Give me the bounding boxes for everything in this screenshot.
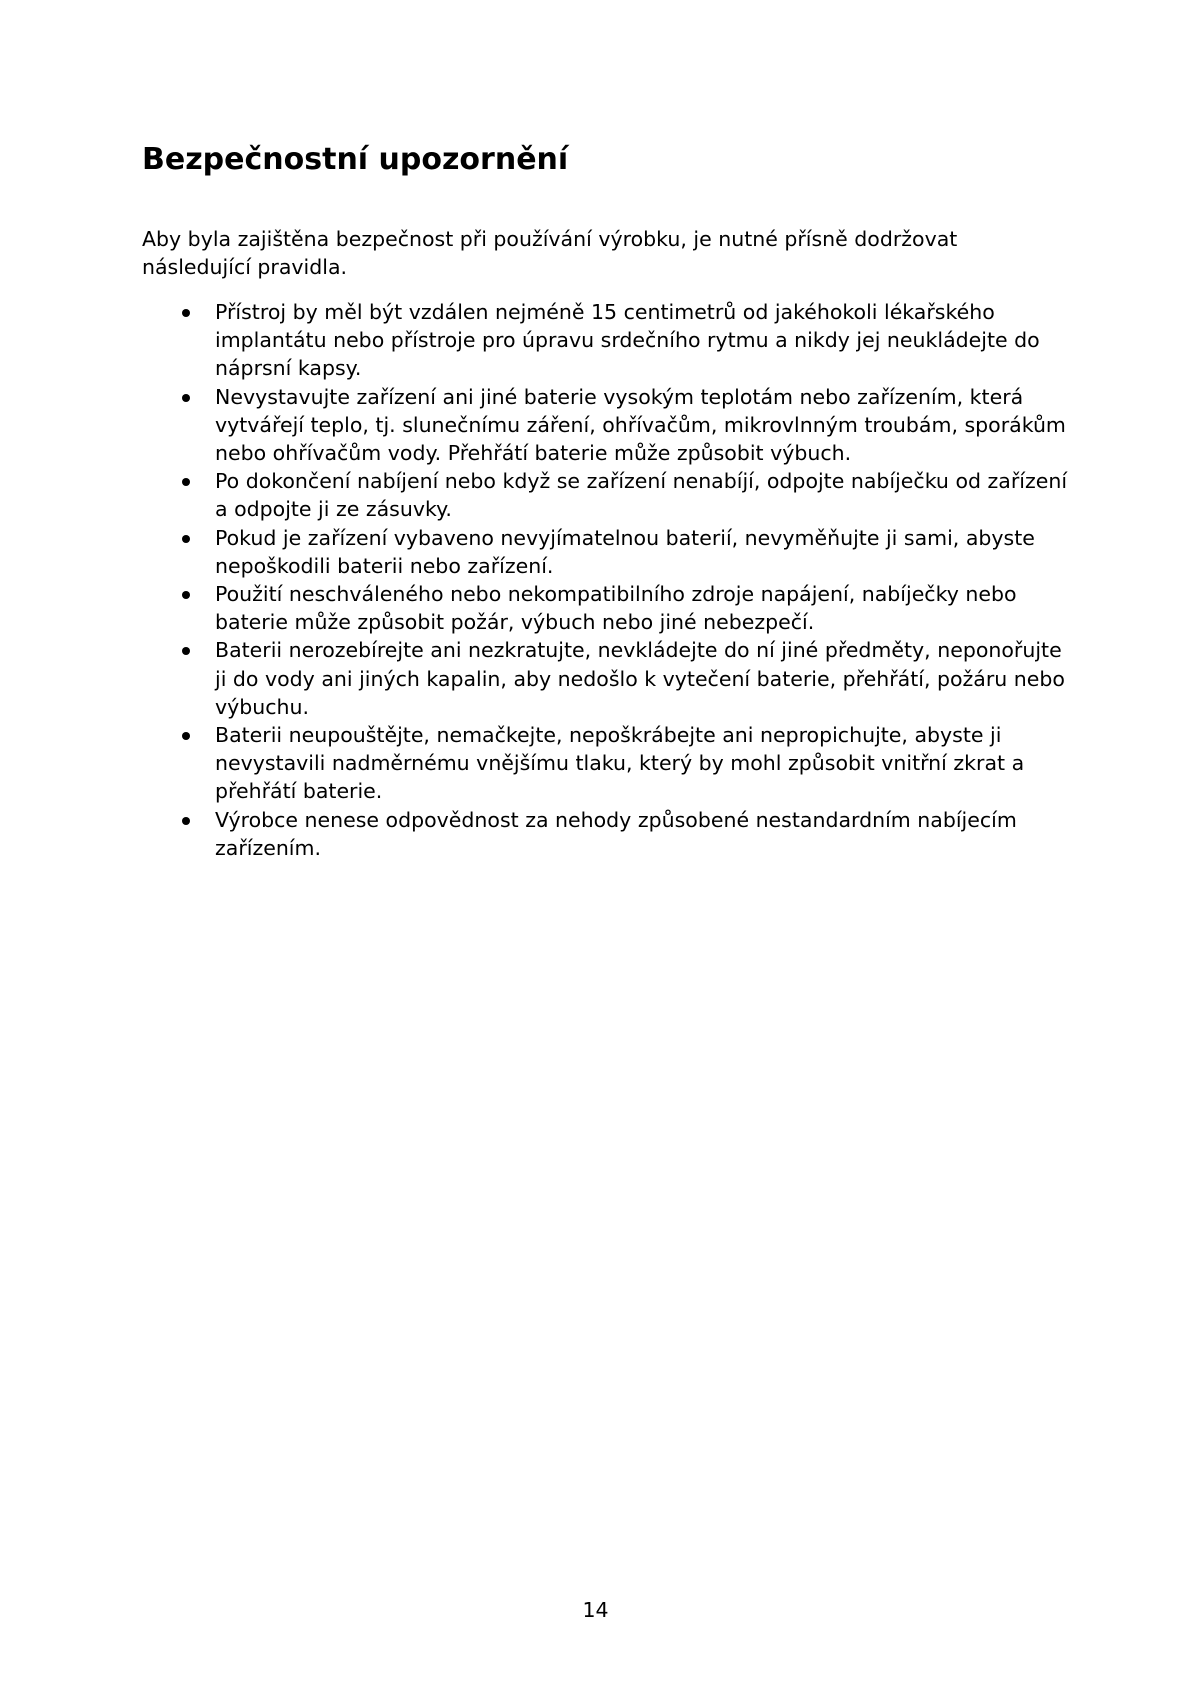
bullet-icon: [181, 298, 193, 326]
list-item: [142, 636, 1077, 721]
list-item: [142, 467, 1077, 523]
bullet-icon: [181, 524, 193, 552]
bullet-icon: [181, 467, 193, 495]
list-item: [142, 580, 1077, 636]
list-item: [142, 298, 1077, 383]
list-item: [142, 524, 1077, 580]
safety-rules-list: [142, 298, 1077, 862]
list-item-text: Výrobce nenese odpovědnost za nehody způsobené nestandardním nabíjecím zařízením.: [215, 807, 1017, 860]
page-number: 14: [582, 1598, 609, 1622]
list-item-text: Přístroj by měl být vzdálen nejméně 15 centimetrů od jakéhokoli lékařského implantátu nebo přístroje pro úpravu srdečního rytmu a nikdy jej neukládejte do náprsní kapsy.: [215, 300, 1040, 381]
bullet-icon: [181, 636, 193, 664]
bullet-icon: [181, 580, 193, 608]
bullet-icon: [181, 383, 193, 411]
list-item-text: Baterii nerozebírejte ani nezkratujte, nevkládejte do ní jiné předměty, neponořujte ji do vody ani jiných kapalin, aby nedošlo k vytečení baterie, přehřátí, požáru nebo výbuchu.: [215, 638, 1065, 719]
bullet-icon: [181, 806, 193, 834]
list-item-text: Použití neschváleného nebo nekompatibilního zdroje napájení, nabíječky nebo baterie může způsobit požár, výbuch nebo jiné nebezpečí.: [215, 582, 1017, 635]
page-title: Bezpečnostní upozornění: [142, 142, 569, 177]
list-item: [142, 806, 1077, 862]
list-item: [142, 383, 1077, 468]
bullet-icon: [181, 721, 193, 749]
list-item-text: Po dokončení nabíjení nebo když se zařízení nenabíjí, odpojte nabíječku od zařízení a odpojte ji ze zásuvky.: [215, 469, 1068, 522]
list-item-text: Baterii neupouštějte, nemačkejte, nepoškrábejte ani nepropichujte, abyste ji nevystavili nadměrnému vnějšímu tlaku, který by mohl způsobit vnitřní zkrat a přehřátí baterie.: [215, 723, 1025, 804]
list-item: [142, 721, 1077, 806]
list-item-text: Nevystavujte zařízení ani jiné baterie vysokým teplotám nebo zařízením, která vytvářejí teplo, tj. slunečnímu záření, ohřívačům, mikrovlnným troubám, sporákům nebo ohřívačům vody. Přehřátí baterie může způsobit výbuch.: [215, 384, 1066, 466]
intro-paragraph: Aby byla zajištěna bezpečnost při používání výrobku, je nutné přísně dodržovat následující pravidla.: [142, 227, 958, 279]
list-item-text: Pokud je zařízení vybaveno nevyjímatelnou baterií, nevyměňujte ji sami, abyste nepoškodili baterii nebo zařízení.: [215, 525, 1035, 578]
